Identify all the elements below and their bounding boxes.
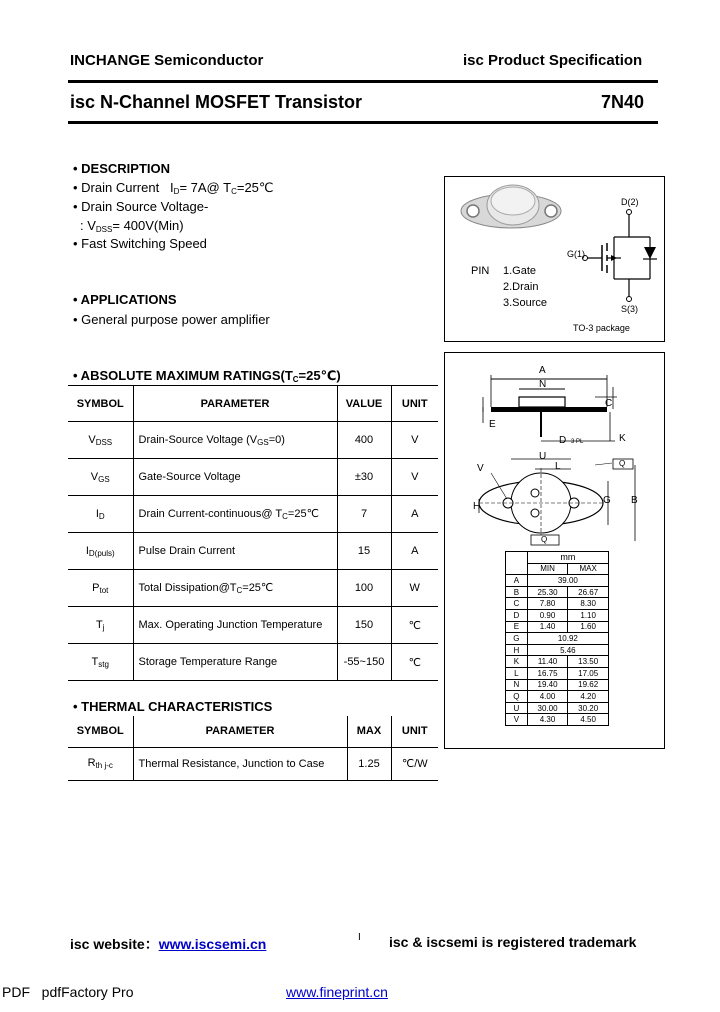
dim-label-C: C: [605, 398, 613, 409]
unit-cell: W: [391, 570, 438, 607]
dimension-table: [505, 551, 609, 726]
dim-max: 8.30: [568, 598, 609, 610]
header-rule-top: [68, 80, 658, 83]
dim-letter: B: [506, 586, 528, 598]
website-line: [70, 934, 266, 954]
table-row: [68, 747, 438, 780]
dim-label-Q-top: Q: [619, 459, 626, 468]
applications-item: • General purpose power amplifier: [73, 312, 270, 327]
dim-row: [506, 598, 609, 610]
vdss-sub: DSS: [95, 225, 113, 234]
dim-min: 4.30: [527, 714, 568, 726]
pin-label: PIN: [471, 265, 490, 277]
value-cell: ±30: [337, 459, 391, 496]
dim-min: 4.00: [527, 691, 568, 703]
spec-text: Product Specification: [483, 52, 643, 69]
sym-sub: tot: [99, 585, 109, 595]
param-text: Gate-Source Voltage: [138, 471, 241, 483]
drain-pin-label: D(2): [621, 197, 639, 207]
col-unit: UNIT: [391, 716, 438, 747]
dim-row: [506, 644, 609, 656]
table-row: [68, 533, 438, 570]
dim-label-K: K: [619, 433, 626, 444]
vdss-tail: = 400V(Min): [112, 218, 184, 233]
dim-row: [506, 633, 609, 645]
param-tail: =25℃: [287, 508, 319, 520]
dim-row: [506, 609, 609, 621]
dim-min: 25.30: [527, 586, 568, 598]
fineprint-link[interactable]: www.fineprint.cn: [286, 984, 388, 1000]
parameter-cell: [133, 422, 337, 459]
dim-min: 11.40: [527, 656, 568, 668]
isc-prefix: isc: [463, 52, 484, 69]
id-sub: D: [173, 187, 180, 196]
dim-max: 13.50: [568, 656, 609, 668]
table-row: [68, 644, 438, 681]
dim-max: 30.20: [568, 702, 609, 714]
param-text: Pulse Drain Current: [138, 545, 236, 557]
dim-label-N: N: [539, 379, 547, 390]
table-row: [68, 570, 438, 607]
dim-label-Q-bottom: Q: [541, 535, 548, 544]
dim-label-B: B: [631, 495, 638, 506]
vdss-line: [80, 218, 184, 234]
dim-row: [506, 679, 609, 691]
dim-min: 16.75: [527, 667, 568, 679]
table-row: [68, 607, 438, 644]
abs-max-table: [68, 385, 438, 681]
abs-max-heading-post: =25℃): [298, 368, 341, 383]
dim-value: 10.92: [527, 633, 608, 645]
parameter-cell: [133, 570, 337, 607]
dim-label-L: L: [555, 461, 561, 472]
param-tail: =0): [268, 433, 285, 446]
param-text: Drain Current-continuous@ T: [138, 508, 283, 520]
dim-min: 30.00: [527, 702, 568, 714]
table-row: [68, 496, 438, 533]
thermal-table: [68, 716, 438, 781]
dim-row: [506, 702, 609, 714]
unit-cell: V: [391, 459, 438, 496]
dim-letter: N: [506, 679, 528, 691]
description-heading: • DESCRIPTION: [73, 161, 171, 176]
dim-max: 26.67: [568, 586, 609, 598]
dim-row: [506, 621, 609, 633]
dim-label-3pl: 3 PL: [571, 439, 584, 445]
product-spec-label: [463, 52, 642, 69]
footer-separator: I: [358, 932, 361, 943]
dim-value: 39.00: [527, 575, 608, 587]
col-unit: UNIT: [391, 386, 438, 422]
dim-letter: C: [506, 598, 528, 610]
unit-header: mm: [527, 552, 608, 564]
unit-cell: ℃: [391, 607, 438, 644]
value-cell: 400: [337, 422, 391, 459]
package-name: TO-3 package: [573, 323, 630, 333]
dim-letter: K: [506, 656, 528, 668]
dim-letter: V: [506, 714, 528, 726]
dim-row: [506, 714, 609, 726]
value-cell: 100: [337, 570, 391, 607]
dim-max: 4.50: [568, 714, 609, 726]
dim-min: 19.40: [527, 679, 568, 691]
dim-value: 5.46: [527, 644, 608, 656]
drain-source-line: • Drain Source Voltage-: [73, 199, 209, 214]
symbol-cell: [68, 459, 133, 496]
dim-row: [506, 656, 609, 668]
value-cell: 150: [337, 607, 391, 644]
dim-row: [506, 691, 609, 703]
dim-label-D: D: [559, 435, 567, 446]
dim-max: 1.60: [568, 621, 609, 633]
sym-sub: th j-c: [95, 761, 113, 770]
symbol-cell: [68, 570, 133, 607]
source-pin-label: S(3): [621, 304, 639, 314]
sym-main: T: [95, 618, 103, 631]
unit-cell: ℃/W: [391, 747, 438, 780]
tc-sub: C: [231, 187, 237, 196]
sym-sub: D: [98, 511, 105, 521]
dim-letter: E: [506, 621, 528, 633]
table-row: [68, 459, 438, 496]
applications-heading: • APPLICATIONS: [73, 292, 177, 307]
sym-sub: stg: [98, 659, 109, 669]
col-value: VALUE: [337, 386, 391, 422]
thermal-header-row: [68, 716, 438, 747]
col-max: MAX: [347, 716, 391, 747]
abs-max-heading: [73, 368, 341, 384]
dim-min: 0.90: [527, 609, 568, 621]
id-symbol: I: [170, 180, 174, 195]
param-sub: C: [282, 512, 288, 521]
sym-main: V: [90, 470, 99, 483]
pin-2-drain: 2.Drain: [503, 281, 539, 293]
sym-main: I: [85, 544, 89, 557]
dim-letter: H: [506, 644, 528, 656]
parameter-cell: [133, 607, 337, 644]
value-cell: -55~150: [337, 644, 391, 681]
symbol-cell: [68, 607, 133, 644]
col-min: MIN: [527, 563, 568, 575]
sym-sub: D(puls): [88, 548, 115, 558]
col-max: MAX: [568, 563, 609, 575]
dim-label-E: E: [489, 419, 496, 430]
thermal-heading: • THERMAL CHARACTERISTICS: [73, 699, 273, 714]
dim-letter: Q: [506, 691, 528, 703]
package-panel: [444, 176, 665, 342]
param-tail: =25℃: [242, 582, 274, 594]
dim-label-V: V: [477, 463, 484, 474]
trademark-text: isc & iscsemi is registered trademark: [389, 934, 637, 950]
symbol-cell: [68, 533, 133, 570]
dim-max: 4.20: [568, 691, 609, 703]
drain-current-line: [73, 180, 274, 196]
col-symbol: SYMBOL: [68, 716, 133, 747]
value-cell: 1.25: [347, 747, 391, 780]
abs-max-heading-sub: C: [292, 375, 299, 384]
company-name: INCHANGE Semiconductor: [70, 52, 264, 69]
dim-min: 7.80: [527, 598, 568, 610]
part-number: 7N40: [601, 92, 645, 112]
abs-max-header-row: [68, 386, 438, 422]
tc-tail: =25℃: [236, 180, 274, 195]
sym-main: I: [95, 507, 99, 520]
fast-switching-line: • Fast Switching Speed: [73, 236, 207, 251]
col-parameter: PARAMETER: [133, 716, 347, 747]
dim-max: 19.62: [568, 679, 609, 691]
parameter-cell: Thermal Resistance, Junction to Case: [133, 747, 347, 780]
parameter-cell: [133, 496, 337, 533]
pin-3-source: 3.Source: [503, 297, 548, 309]
pin-1-gate: 1.Gate: [503, 265, 537, 277]
param-text: Max. Operating Junction Temperature: [138, 619, 323, 631]
value-cell: 7: [337, 496, 391, 533]
param-text: Drain-Source Voltage (V: [138, 433, 258, 446]
symbol-cell: [68, 747, 133, 780]
sym-sub: DSS: [95, 437, 113, 447]
sym-main: T: [91, 655, 99, 668]
abs-max-heading-pre: • ABSOLUTE MAXIMUM RATINGS(T: [73, 368, 293, 383]
dim-letter: D: [506, 609, 528, 621]
unit-cell: A: [391, 496, 438, 533]
table-row: [68, 422, 438, 459]
dim-row: [506, 575, 609, 587]
col-parameter: PARAMETER: [133, 386, 337, 422]
param-sub: GS: [257, 437, 269, 447]
page-title: isc N-Channel MOSFET Transistor: [70, 92, 363, 112]
dim-letter: U: [506, 702, 528, 714]
parameter-cell: [133, 533, 337, 570]
param-sub: C: [236, 586, 243, 595]
col-symbol: SYMBOL: [68, 386, 133, 422]
dim-label-H: H: [473, 501, 481, 512]
id-eq: = 7A@ T: [179, 180, 232, 195]
gate-pin-label: G(1): [567, 249, 585, 259]
sym-sub: j: [102, 622, 105, 632]
parameter-cell: [133, 459, 337, 496]
unit-cell: ℃: [391, 644, 438, 681]
symbol-cell: [68, 496, 133, 533]
unit-cell: A: [391, 533, 438, 570]
header-rule-bottom: [68, 121, 658, 124]
vdss-pre: : V: [80, 218, 96, 233]
symbol-cell: [68, 422, 133, 459]
dim-label-U: U: [539, 451, 547, 462]
dim-letter: G: [506, 633, 528, 645]
unit-cell: V: [391, 422, 438, 459]
dim-min: 1.40: [527, 621, 568, 633]
outline-drawing: [445, 353, 664, 553]
param-text: Storage Temperature Range: [138, 656, 278, 668]
sym-main: R: [87, 757, 96, 769]
parameter-cell: [133, 644, 337, 681]
sym-main: V: [88, 433, 96, 446]
sym-sub: GS: [98, 474, 110, 484]
dim-row: [506, 586, 609, 598]
value-cell: 15: [337, 533, 391, 570]
sym-main: P: [92, 581, 100, 594]
symbol-cell: [68, 644, 133, 681]
dim-max: 17.05: [568, 667, 609, 679]
dim-max: 1.10: [568, 609, 609, 621]
param-text: Total Dissipation@T: [138, 582, 237, 594]
dim-label-A: A: [539, 365, 546, 376]
website-link[interactable]: www.iscsemi.cn: [158, 936, 267, 952]
website-label: isc website：: [70, 936, 159, 952]
pdf-factory-label: PDF pdfFactory Pro: [2, 984, 134, 1000]
dim-row: [506, 667, 609, 679]
drain-current-label: • Drain Current: [73, 180, 160, 195]
dim-label-G: G: [603, 495, 611, 506]
dim-letter: A: [506, 575, 528, 587]
dim-letter: L: [506, 667, 528, 679]
